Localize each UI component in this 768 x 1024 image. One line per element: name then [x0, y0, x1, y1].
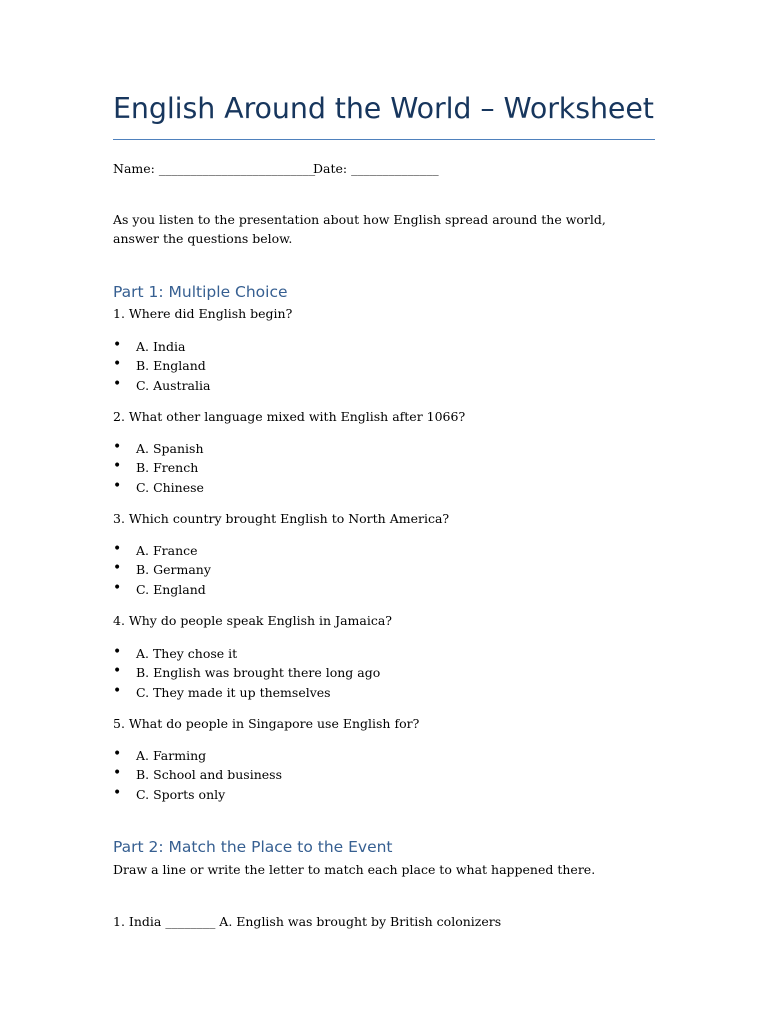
option: • C. Australia	[113, 376, 210, 395]
option: • A. Farming	[113, 746, 282, 765]
question-2: 2. What other language mixed with English after 1066?	[113, 409, 466, 424]
title-divider	[113, 139, 655, 140]
question-1-options	[113, 337, 210, 395]
question-4: 4. Why do people speak English in Jamaica?	[113, 613, 392, 628]
question-1: 1. Where did English begin?	[113, 306, 293, 321]
question-4-options	[113, 644, 380, 702]
option: • B. England	[113, 356, 210, 375]
question-3-options	[113, 541, 211, 599]
page-title: English Around the World – Worksheet	[113, 92, 654, 125]
question-2-options	[113, 439, 204, 497]
option: • A. Spanish	[113, 439, 204, 458]
question-5-options	[113, 746, 282, 804]
option: • C. England	[113, 580, 211, 599]
option: • B. Germany	[113, 560, 211, 579]
option: • B. School and business	[113, 765, 282, 784]
date-field: Date: ______________	[313, 161, 439, 176]
option: • C. Sports only	[113, 785, 282, 804]
question-3: 3. Which country brought English to North America?	[113, 511, 450, 526]
option: • B. English was brought there long ago	[113, 663, 380, 682]
match-item: 1. India ________ A. English was brought by British colonizers	[113, 914, 502, 929]
question-5: 5. What do people in Singapore use English for?	[113, 716, 420, 731]
part2-instructions: Draw a line or write the letter to match each place to what happened there.	[113, 862, 596, 877]
option: • B. French	[113, 458, 204, 477]
option: • C. They made it up themselves	[113, 683, 380, 702]
part2-heading: Part 2: Match the Place to the Event	[113, 838, 393, 856]
part1-heading: Part 1: Multiple Choice	[113, 283, 288, 301]
name-field: Name: _________________________	[113, 161, 316, 176]
intro-paragraph: As you listen to the presentation about how English spread around the world, answer the questions below.	[113, 212, 606, 246]
option: • A. India	[113, 337, 210, 356]
option: • A. France	[113, 541, 211, 560]
option: • C. Chinese	[113, 478, 204, 497]
option: • A. They chose it	[113, 644, 380, 663]
